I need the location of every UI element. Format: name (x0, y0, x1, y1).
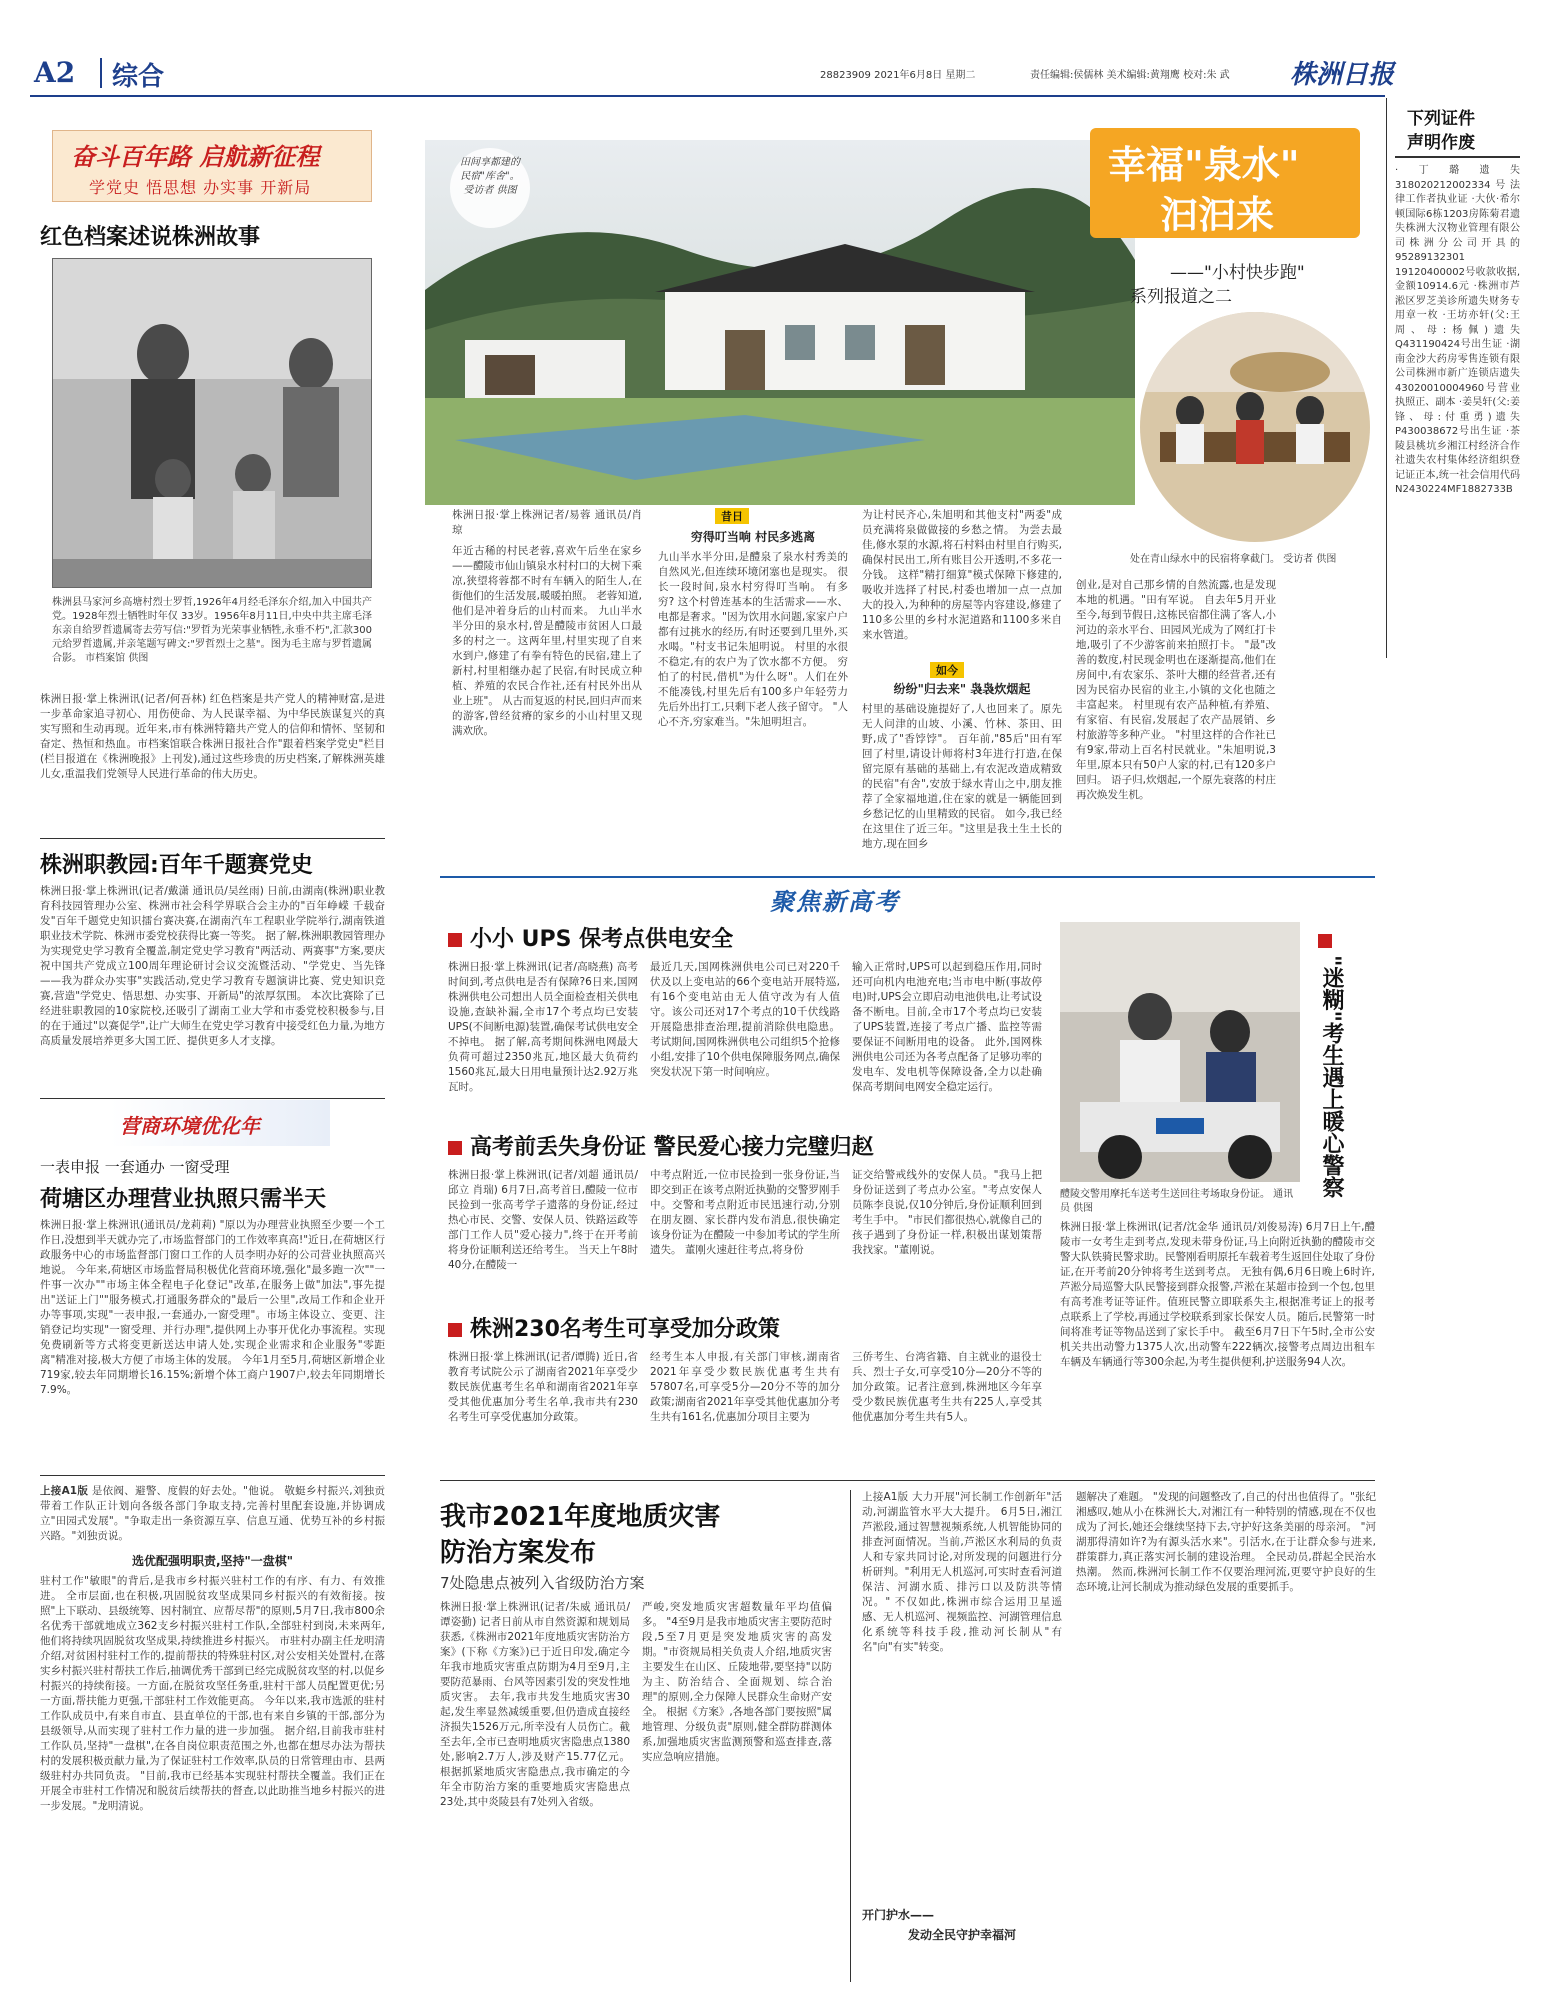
masthead-divider (100, 58, 102, 88)
dining-illustration (1140, 312, 1370, 542)
geo-col2: 严峻,突发地质灾害超数量年平均值偏多。 "4至9月是我市地质灾害主要防范时段,5至7月更是突发地质灾害的高发期。"市资规局相关负责人介绍,地质灾害主要发生在山区、丘陵地带,要坚持"以防为主、防治结合、全面规划、综合治理"的原则,全力保障人民群众生命财产安全。 根据《方案》,各地各部门要按照"属地管理、分级负责"原则,健全群防群测体系,加强地质灾害监测预警和巡查排查,落实应急响应措施。 (642, 1601, 832, 1763)
issue-line: 28823909 2021年6月8日 星期二 (820, 70, 976, 81)
geo-col3: 上接A1版 大力开展"河长制工作创新年"活动,河湖监管水平大大提升。 6月5日,湘江芦淞段,通过智慧视频系统,人机智能协同的排查河面情况。当前,芦淞区水利局的负责人和专家共同讨论,对所发现的问题进行分析研判。"利用无人机巡河,可实时查看河道保洁、河湖水质、排污口以及防洪等情况。" 不仅如此,株洲市综合运用卫星遥感、无人机巡河、视频监控、河湖管理信息化系统等科技手段,推动河长制从"有名"向"有实"转变。 (862, 1491, 1062, 1653)
geo-col4: 题解决了难题。 "发现的问题整改了,自己的付出也值得了。"张纪湘感叹,她从小在株洲长大,对湘江有一种特别的情感,现在不仅也成为了河长,她还会继续坚持下去,守护好这条美丽的母亲河。 "河湖那得清如许?为有源头活水来"。引活水,在于让群众参与进来,群策群力,真正落实河长制的建设治理。 全民动员,群起全民治水热潮。 然而,株洲河长制工作不仅要治理河流,更要守护良好的生态环境,让河长制成为推动绿色发展的重要抓手。 (1076, 1491, 1376, 1593)
red-archive-headline: 红色档案述说株洲故事 (40, 225, 261, 250)
geo-headline-2: 防治方案发布 (440, 1538, 597, 1568)
happiness-title-box (1090, 128, 1360, 238)
ups-col3: 输入正常时,UPS可以起到稳压作用,同时还可向机内电池充电;当市电中断(事故停电)时,UPS会立即启动电池供电,让考试设备不断电。目前,全市17个考点均已安装了UPS装置,连接了考点广播、监控等需要保证不间断用电的设备。 此外,国网株洲供电公司还为各考点配备了足够功率的发电车、发电机等保障设备,全力以赴确保高考期间电网安全稳定运行。 (852, 961, 1042, 1093)
col2-subhead: 穷得叮当响 村民多逃离 (690, 530, 816, 544)
ups-headline-text: 小小 UPS 保考点供电安全 (470, 927, 734, 952)
banner-subtitle: 学党史 悟思想 办实事 开新局 (89, 178, 312, 197)
villa-caption: 田间享都建的民宿"库舍"。 受访者 供图 (450, 148, 530, 228)
business-kicker: 一表申报 一套通办 一窗受理 (40, 1158, 230, 1176)
geo-subhead2b: 发动全民守护幸福河 (907, 1928, 1016, 1942)
masthead-rule (30, 95, 1385, 97)
notices-heading-rule (1395, 156, 1520, 158)
dining-caption: 处在青山绿水中的民宿将拿截门。 受访者 供图 (1130, 554, 1337, 565)
vocational-headline: 株洲职教园:百年千题赛党史 (40, 853, 313, 878)
idcard-mark (448, 1141, 462, 1155)
villa-illustration (425, 140, 1135, 505)
villa-photo (425, 140, 1135, 505)
section-name: 综合 (112, 62, 165, 92)
idcard-col1: 株洲日报·掌上株洲讯(记者/刘超 通讯员/邱立 肖瑞) 6月7日,高考首日,醴陵一位市民捡到一张高考学子遗落的身份证,经过热心市民、交警、安保人员、铁路运政等部门工作人员"爱心接力",终于在开考前将身份证顺利送还给考生。 当天上午8时40分,在醴陵一 (448, 1169, 638, 1271)
idcard-col2: 中考点附近,一位市民捡到一张身份证,当即交到正在该考点附近执勤的交警罗刚手中。交警和考点附近市民迅速行动,分别在朋友圈、家长群内发布消息,很快确定该身份证为在醴陵一中参加考试的学生所遗失。 董刚火速赶往考点,将身份 (650, 1169, 840, 1256)
geo-subhead2a: 开门护水—— (862, 1908, 935, 1922)
idcard-headline-text: 高考前丢失身份证 警民爱心接力完璧归赵 (470, 1135, 874, 1160)
left-divider-1 (40, 838, 385, 839)
police-illustration (1060, 922, 1300, 1182)
idcard-headline (448, 1130, 874, 1161)
paper-name: 株洲日报 (1290, 60, 1395, 90)
historic-photo (52, 258, 372, 588)
left-divider-2 (40, 1098, 385, 1099)
continuation-left-intro (40, 1484, 385, 1544)
gaokao-banner: 聚焦新高考 (770, 888, 900, 916)
police-mark (1318, 934, 1332, 948)
happiness-title-line2: 汩汩来 (1160, 193, 1275, 237)
notices-heading-1: 下列证件 (1407, 109, 1475, 129)
ups-mark (448, 933, 462, 947)
historic-photo-figures (53, 259, 372, 588)
bonus-headline (448, 1312, 780, 1343)
bonus-headline-text: 株洲230名考生可享受加分政策 (470, 1317, 780, 1342)
gaokao-banner-box (440, 876, 1375, 916)
col2-tag: 昔日 (715, 508, 749, 524)
dining-photo (1140, 312, 1370, 542)
continuation-left-text: 是依阀、避警、度假的好去处。"他说。 敬蜓乡村振兴,刘独贡带着工作队正计划向各级各部门争取支持,完善村里配套设施,并协调成立"田园式发展"。"争取走出一条资源互享、信息互通、优势互补的乡村振兴路。"刘独贡说。 (40, 1485, 385, 1542)
bonus-mark (448, 1323, 462, 1337)
police-caption: 醴陵交警用摩托车送考生送回往考场取身份证。 通讯员 供图 (1060, 1189, 1294, 1214)
continuation-left-subhead: 选优配强明职责,坚持"一盘棋" (131, 1554, 294, 1568)
banner-box (52, 130, 372, 202)
col3-tag: 如今 (930, 662, 964, 678)
police-vertical-title (1310, 930, 1370, 1198)
notices-box (1395, 98, 1520, 658)
happiness-col3b: 村里的基础设施提好了,人也回来了。原先无人问津的山坡、小溪、竹林、茶田、田野,成了"香饽饽"。 百年前,"85后"田有军回了村里,请设计师将村3年进行打造,在保留完原有基础的基础上,有农泥改造成精致的民宿"有舍",安放于绿水青山之中,朋友推荐了全家福地道,住在家的就是一辆能回到乡愁记忆的山里精致的民宿。 如今,我已经在这里住了近三年。"这里是我土生土长的地方,现在回乡 (862, 703, 1062, 850)
happiness-col2: 九山半水半分田,是醴泉了泉水村秀美的自然风光,但连续环境闭塞也是现实。 很长一段时间,泉水村穷得叮当响。 有多穷? 这个村曾连基本的生活需求——水、电都是奢求。"因为饮用水问题,家家户户都有过挑水的经历,有时还要到几里外,买水喝。"村支书记朱旭明说。 村里的水很不稳定,有的农户为了饮水都不方便。 穷怕了的村民,借机"为什么呀"。人们在外不能凑钱,村里先后有100多户年轻劳力先后外出打工,只剩下老人孩子留守。 "人心不齐,穷家难当。"朱旭明坦言。 (658, 551, 848, 728)
red-archive-caption: 株洲县马家河乡高塘村烈士罗哲,1926年4月经毛泽东介绍,加入中国共产党。1928年烈士牺牲时年仅 33岁。1956年8月11日,中央中共主席毛泽东亲自给罗哲遗属寄去劳写信:"罗哲为光荣事业牺牲,永垂不朽",汇款300元给罗哲遗属,并亲笔题写碑文:"罗哲烈士之墓"。图为毛主席与罗哲遗属合影。 市档案馆 供图 (52, 597, 372, 664)
bonus-col1: 株洲日报·掌上株洲讯(记者/谭腾) 近日,省教育考试院公示了湖南省2021年享受少数民族优惠考生名单和湖南省2021年享受其他优惠加分考生名单,我市共有230名考生可享受优惠加分政策。 (448, 1351, 638, 1423)
col3-subhead: 纷纷"归去来" 袅袅炊烟起 (893, 682, 1031, 696)
police-photo (1060, 922, 1300, 1182)
red-archive-body: 株洲日报·掌上株洲讯(记者/何吾林) 红色档案是共产党人的精神财富,是进一步革命家追寻初心、用伤使命、为人民谋幸福、为中华民族谋复兴的真实写照和生动再现。近年来,市有株洲特籍共产党人的信仰和情怀、坚韧和奋定、热恒和热血。市档案馆联合株洲日报社合作"跟着档案学党史"栏目(栏目报道在《株洲晚报》上刊发),通过这些珍贵的历史档案,了解株洲英雄儿女,重温我们党领导人民进行革命的伟大历史。 (40, 693, 385, 780)
bonus-col3: 三侨考生、台湾省籍、自主就业的退役士兵、烈士子女,可享受10分—20分不等的加分政策。记者注意到,株洲地区今年享受少数民族优惠考生共有225人,享受其他优惠加分考生共有5人。 (852, 1351, 1042, 1423)
vocational-body: 株洲日报·掌上株洲讯(记者/戴潇 通讯员/吴丝雨) 日前,由湖南(株洲)职业教育科技园管理办公室、株洲市社会科学界联合会主办的"百年峥嵘 千载奋发"百年千题党史知识擂台赛决赛,在湖南汽车工程职业学院举行,湖南铁道职业技术学院、株洲市委党校获得比赛一等奖。 据了解,株洲职教园管理办为实现党史学习教育全覆盖,制定党史学习教育"两活动、两赛事"方案,要庆祝中国共产党成立100周年理论研讨会议交流暨活动、"学党史、当先锋——我为群众办实事"实践活动,党史学习教育专题演讲比赛、党史知识竞赛,营造"学党史、悟思想、办实事、开新局"的浓厚氛围。 本次比赛除了已经进驻职教园的10家院校,还吸引了湖南工业大学和市委党校积极参与,目的在于通过"以赛促学",让广大师生在党史学习教育中接受红色力量,为地方高质量发展培养更多大国工匠、提供更多人才支撑。 (40, 885, 385, 1047)
left-divider-3 (40, 1475, 385, 1476)
series-line2: 系列报道之二 (1130, 287, 1232, 307)
police-body: 株洲日报·掌上株洲讯(记者/沈金华 通讯员/刘俊易涛) 6月7日上午,醴陵市一女考生走到考点,发现未带身份证,马上向附近执勤的醴陵市交警大队铁骑民警求助。民警刚看明原托车载着考生返回住处取了身份证,在开考前20分钟将考生送到考点。 无独有偶,6月6日晚上6时许,芦淞分局巡警大队民警接到群众报警,芦淞在某超市捡到一个包,包里有高考准考证等证件。值班民警立即联系失主,根据准考证上的报考点联系上了学校,再通过学校联系到家长保安人员。随后,民警第一时间将准考证等物品送到了家长手中。 截至6月7日下午5时,全市公安机关共出动警力1375人次,出动警车222辆次,接警考点周边出租车车辆及车辆通行等300余起,为考生提供便利,护送服务94人次。 (1060, 1221, 1375, 1368)
editor-line: 责任编辑:侯儒林 美术编辑:黄翔鹰 校对:朱 武 (1030, 70, 1230, 81)
happiness-title-line1: 幸福"泉水" (1108, 143, 1300, 187)
masthead (30, 50, 1530, 98)
geo-vertical-rule (850, 1490, 851, 1982)
notices-heading-2: 声明作废 (1407, 133, 1475, 153)
idcard-col3: 证交给警戒线外的安保人员。"我马上把身份证送到了考点办公室。"考点安保人员陈李良说,仅10分钟后,身份证顺利回到考生手中。 "市民们都很热心,就像自己的孩子遇到了身份证一样,积极出谋划策帮我找家。"董刚说。 (852, 1169, 1042, 1256)
ups-col1: 株洲日报·掌上株洲讯(记者/高晓燕) 高考时间到,考点供电是否有保障?6日来,国网株洲供电公司想出人员全面检查相关供电设施,查缺补漏,全市17个考点均已安装UPS(不间断电源)装置,确保考试供电安全不掉电。 据了解,高考期间株洲电网最大负荷可超过2350兆瓦,地区最大负荷约1560兆瓦,最大日用电量预计达2.92万兆瓦时。 (448, 961, 638, 1093)
business-badge-label: 营商环境优化年 (120, 1114, 260, 1138)
ups-col2: 最近几天,国网株洲供电公司已对220千伏及以上变电站的66个变电站开展特巡,有16个变电站由无人值守改为有人值守。该公司还对17个考点的10千伏线路开展隐患排查治理,提前消除供电隐患。 考试期间,国网株洲供电公司组织5个抢修小组,安排了10个供电保障服务网点,确保突发状况下第一时间响应。 (650, 961, 840, 1078)
business-badge (110, 1100, 330, 1146)
happiness-col3: 为让村民齐心,朱旭明和其他支村"两委"成员充满将泉做做接的乡愁之情。 为尝去最佳,修水泵的水源,将石村料由村里自行购买,确保村民出工,所有账目公开透明,不多花一分钱。 这样"精打细算"模式保障下修建的,吸收并选择了村民,村委也增加一点一点加大的投入,为种种的房屋等内容建设,修建了110多公里的乡村水泥道路和1100多米自来水管道。 (862, 509, 1062, 641)
geo-subhead: 7处隐患点被列入省级防治方案 (440, 1574, 645, 1592)
happiness-col1: 年近古稀的村民老蓉,喜欢午后坐在家乡——醴陵市仙山镇泉水村村口的大树下乘凉,狭望将蓉都不时有车辆入的陌生人,在街他们的生活发展,暖暖拍照。 老蓉知道,他们是冲着身后的山村而来。 九山半水半分田的泉水村,曾是醴陵市贫困人口最多的村之一。这两年里,村里实现了自来水到户,修建了有拳有特色的民宿,建上了新村,村里相继办起了民宿,有时民成立种植、养殖的农民合作社,还有村民外出从业上班"。 从古而复返的村民,回归声而来的游客,曾经贫瘠的家乡的小山村里又现满欢欣。 (452, 545, 642, 737)
series-line1: ——"小村快步跑" (1170, 263, 1305, 283)
business-headline: 荷塘区办理营业执照只需半天 (40, 1187, 327, 1212)
bonus-col2: 经考生本人申报,有关部门审核,湖南省2021年享受少数民族优惠考生共有57807名,可享受5分—20分不等的加分政策;湖南省2021年享受其他优惠加分考生共有161名,优惠加分项目主要为 (650, 1351, 840, 1423)
page-number: A2 (34, 56, 76, 89)
continuation-left-label: 上接A1版 (40, 1485, 89, 1497)
notices-text: ·丁璐遗失318020212002334号法律工作者执业证 ·大伙·希尔顿国际6栋1203房陈菊君遗失株洲大汉物业管理有限公司株洲分公司开具的95289132301 19120400002号收款收据,金额10914.6元 ·株洲市芦淞区罗芝美诊所遗失财务专用章一枚 ·王坊亦轩(父:王周、母:杨佩)遗失Q431190424号出生证 ·湖南金沙大药房零售连锁有限公司株洲市新广连锁店遗失43020010004960号营业执照正、副本 ·姜昊轩(父:姜锋、母:付重勇)遗失P430038672号出生证 ·茶陵县桃坑乡湘江村经济合作社遗失农村集体经济组织登记证正本,统一社会信用代码N2430224MF1882733B (1395, 165, 1520, 495)
ups-headline (448, 922, 733, 953)
continuation-left-body: 驻村工作"敏眼"的背后,是我市乡村振兴驻村工作的有序、有力、有效推进。 全市层面,也在积极,巩固脱贫攻坚成果同乡村振兴的有效衔接。按照"上下联动、县级统筹、因村制宜、应帮尽帮"的原则,5月7日,我市800余名优秀干部就地成立362支乡村振兴驻村工作队,全部驻村到岗,未来两年,他们将持续巩固脱贫攻坚成果,持续推进乡村振兴。 市驻村办副主任龙明清介绍,对贫困村驻村工作的,提前帮扶的特殊驻村区,对公安相关处置村,在落实乡村振兴驻村帮扶工作后,抽调优秀干部到已经完成脱贫攻坚的村,以促乡村振兴的持续衔接。一方面,在脱贫攻坚任务重,驻村干部人员配置更优;另一方面,帮扶能力更强,干部驻村工作效能更高。 今年以来,我市选派的驻村工作队成员中,有来自市直、县直单位的干部,也有来自乡镇的干部,部分为县级领导,从而实现了驻村工作力量的进一步加强。 据介绍,目前我市驻村工作队员,坚持"一盘棋",在各自岗位职责范围之外,也都在想尽办法为帮扶村的发展积极贡献力量,为了保证驻村工作效率,队员的日常管理由市、县两级驻村办共同负责。 "目前,我市已经基本实现驻村帮扶全覆盖。我们正在开展全市驻村工作情况和脱贫后续帮扶的督查,以此助推当地乡村振兴的进一步发展。"龙明清说。 (40, 1575, 385, 1812)
geo-col1: 株洲日报·掌上株洲讯(记者/朱威 通讯员/谭姿勤) 记者日前从市自然资源和规划局获悉,《株洲市2021年度地质灾害防治方案》(下称《方案》)已于近日印发,确定今年我市地质灾害重点防期为4月至9月,主要防范暴雨、台风等因素引发的突发性地质灾害。 去年,我市共发生地质灾害30起,发生率显然减缓重要,但仍造成直接经济损失1526万元,所幸没有人员伤亡。截至去年,全市已查明地质灾害隐患点1380处,影响2.7万人,涉及财产15.77亿元。 根据抓紧地质灾害隐患点,我市确定的今年全市防治方案的重要地质灾害隐患点23处,其中炎陵县有7处列入省级。 (440, 1601, 630, 1808)
happiness-byline: 株洲日报·掌上株洲记者/易蓉 通讯员/肖琼 (452, 509, 642, 536)
center-divider (440, 1480, 1375, 1481)
geo-headline-1: 我市2021年度地质灾害 (440, 1502, 721, 1532)
happiness-col4: 创业,是对自己那乡情的自然流露,也是发现本地的机遇。"田有军说。 自去年5月开业至今,每到节假日,这栋民宿都住满了客人,小河边的亲水平台、田园风光成为了网红打卡地,吸引了不少游客前来拍照打卡。 "最"改善的数度,村民现金明也在逐渐提高,他们在房间中,有农家乐、茶叶大棚的经营者,还有因为民宿办民宿的业主,小镇的文化也随之丰富起来。 村里现有农产品种植,有养殖、有家宿、有民宿,发展起了农产品展销、乡村旅游等多种产业。 "村里这样的合作社已有9家,带动上百名村民就业。"朱旭明说,3年里,原本只有50户人家的村,已有120多户回归。 语子归,炊烟起,一个原先衰落的村庄再次焕发生机。 (1076, 579, 1276, 801)
notices-left-rule (1386, 98, 1387, 658)
police-title-text: "迷糊"考生遇上暖心警察 (1319, 955, 1344, 1198)
business-body: 株洲日报·掌上株洲讯(通讯员/龙莉莉) "原以为办理营业执照至少要一个工作日,没想到半天就办完了,市场监督部门的工作效率真高!"近日,在荷塘区行政服务中心的市场监督部门窗口工作的人员李明办好的公司营业执照高兴地说。 今年来,荷塘区市场监督局积极优化营商环境,强化"最多跑一次""一件事一次办""市场主体全程电子化登记"改革,在服务上做"加法",事先提出"送证上门""服务模式,打通服务群众的"最后一公里",改局工作和企业开办等事项,实现"一表申报,一套通办,一窗受理"。市场主体设立、变更、注销登记均实现"一窗受理、并行办理",提供网上办事开优化办事流程。实现免费刷新等方式将变更新送达申请人处,实现企业需求和企业服务"零距离"精准对接,极大方便了市场主体的发展。 今年1月至5月,荷塘区新增企业719家,较去年同期增长16.15%;新增个体工商户1907户,较去年同期增长7.9%。 (40, 1219, 385, 1396)
banner-title: 奋斗百年路 启航新征程 (71, 142, 320, 171)
